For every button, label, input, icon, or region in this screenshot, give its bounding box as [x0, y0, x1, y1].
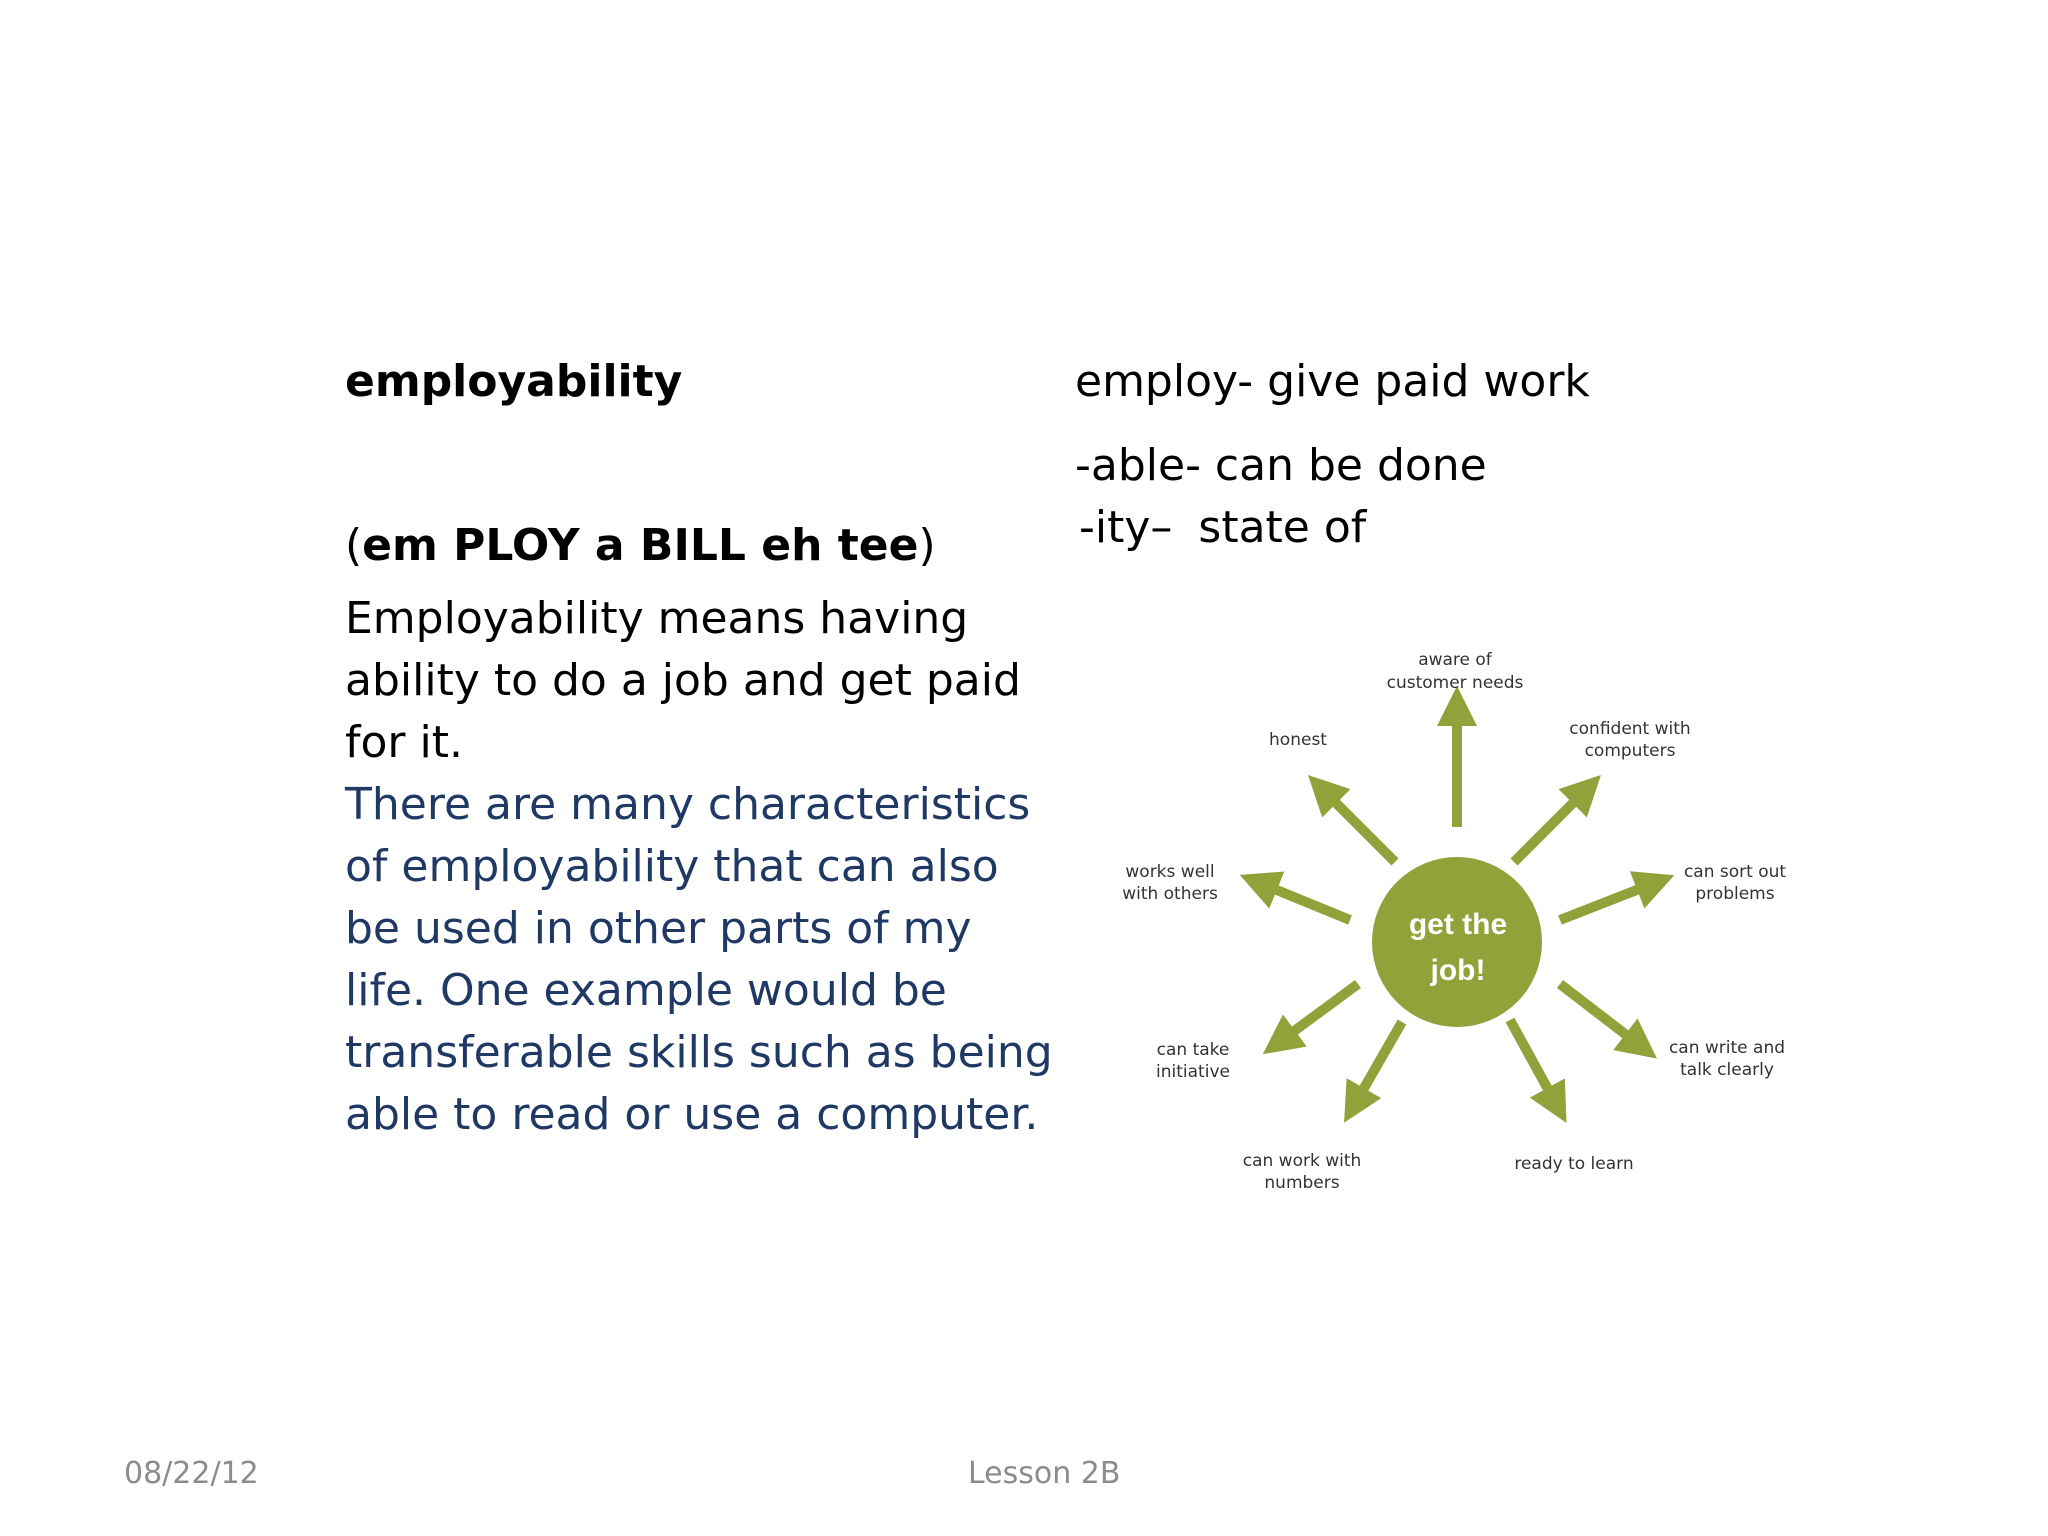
- label-honest: honest: [1269, 730, 1327, 750]
- arrow-down-right: [1560, 984, 1638, 1044]
- arrow-down-lower-right: [1510, 1020, 1555, 1102]
- arrow-right: [1560, 884, 1652, 920]
- label-numbers-line2: numbers: [1264, 1173, 1340, 1193]
- label-sort-out-line1: can sort out: [1683, 862, 1787, 882]
- label-initiative-line1: can take: [1156, 1040, 1230, 1060]
- label-confident-line1: confident with: [1569, 719, 1691, 739]
- label-numbers-line1: can work with: [1242, 1151, 1362, 1171]
- pronunciation-open: (: [345, 520, 363, 571]
- morphology-ity: [1079, 502, 1366, 553]
- center-label-line2: job!: [1430, 954, 1486, 987]
- label-aware-line2: customer needs: [1386, 673, 1524, 693]
- arrow-down-left: [1282, 984, 1358, 1040]
- label-write-talk-line2: talk clearly: [1680, 1060, 1774, 1080]
- employability-diagram: [1100, 620, 1800, 1220]
- pronunciation: [345, 520, 936, 571]
- definition-text: Employability means having ability to do a job and get paid for it.: [345, 593, 1021, 768]
- label-aware-line1: aware of: [1418, 650, 1492, 670]
- label-works-well-line1: works well: [1125, 862, 1215, 882]
- footer-lesson: Lesson 2B: [968, 1456, 1121, 1491]
- label-ready-to-learn: ready to learn: [1514, 1154, 1634, 1174]
- pronunciation-close: ): [918, 520, 936, 571]
- center-label-line1: get the: [1408, 908, 1508, 941]
- morphology-ity-prefix: -ity–: [1079, 502, 1173, 553]
- morphology-able: -able- can be done: [1075, 440, 1487, 491]
- label-initiative-line2: initiative: [1156, 1062, 1230, 1082]
- morphology-employ: employ- give paid work: [1075, 356, 1590, 407]
- arrow-left: [1262, 884, 1350, 920]
- arrow-down-lower-left: [1356, 1022, 1402, 1102]
- vocabulary-word: employability: [345, 356, 683, 407]
- morphology-ity-meaning: state of: [1198, 502, 1367, 553]
- arrow-up-left: [1325, 792, 1395, 862]
- footer-date: 08/22/12: [124, 1456, 259, 1491]
- label-sort-out-line2: problems: [1695, 884, 1775, 904]
- diagram-svg: [1100, 620, 1800, 1220]
- arrow-up-right: [1514, 792, 1584, 862]
- extra-explanation: There are many characteristics of employability that can also be used in other parts of my life. One example would be transferable skills such as being able to read or use a computer.: [345, 779, 1053, 1140]
- center-circle: [1372, 857, 1542, 1027]
- pronunciation-text: em PLOY a BILL eh tee: [362, 520, 919, 571]
- label-write-talk-line1: can write and: [1668, 1038, 1786, 1058]
- label-confident-line2: computers: [1584, 741, 1676, 761]
- label-works-well-line2: with others: [1122, 884, 1218, 904]
